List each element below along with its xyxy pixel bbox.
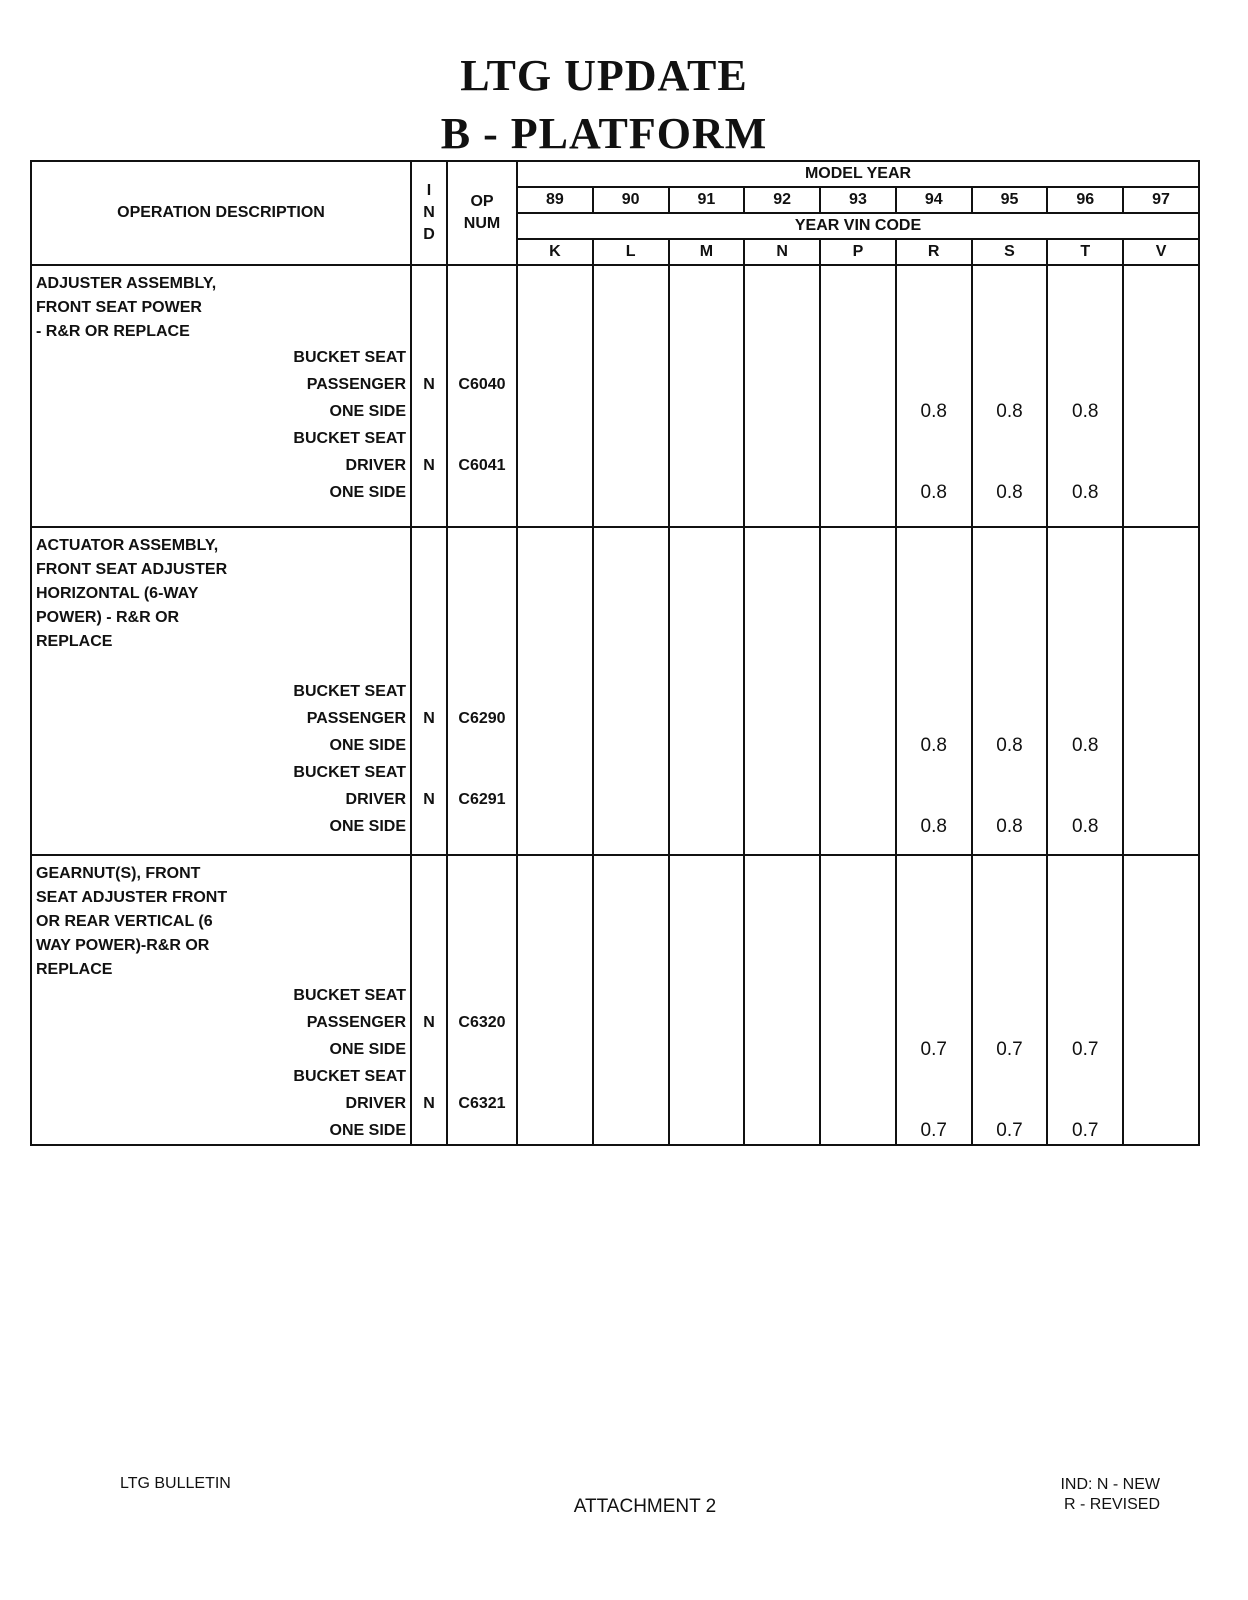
year-cell: 92 (744, 187, 820, 213)
item-line: BUCKET SEAT (293, 430, 406, 447)
vin-code-cell: T (1047, 239, 1123, 265)
item-line: PASSENGER (306, 376, 406, 393)
footer-attachment: ATTACHMENT 2 (573, 1496, 717, 1517)
footer-legend: IND: N - NEW R - REVISED (1060, 1476, 1160, 1513)
labor-time-value (594, 813, 668, 840)
labor-time-value: 0.8 (1072, 401, 1099, 422)
labor-time-value (670, 398, 744, 425)
section-heading (32, 856, 410, 982)
labor-time-cell (593, 855, 669, 1145)
labor-time-value (821, 732, 895, 759)
labor-time-cell (593, 527, 669, 855)
operation-description-cell (31, 265, 411, 527)
year-cell: 91 (669, 187, 745, 213)
heading-line: REPLACE (36, 633, 113, 650)
labor-time-value (1124, 479, 1198, 506)
year-cell: 97 (1123, 187, 1199, 213)
labor-time-value: 0.8 (1072, 482, 1099, 503)
labor-time-value (670, 813, 744, 840)
labor-time-value: 0.8 (1072, 735, 1099, 756)
labor-time-value (594, 732, 668, 759)
labor-time-cell (1047, 527, 1123, 855)
labor-time-value (518, 732, 592, 759)
labor-time-cell (669, 527, 745, 855)
labor-time-cell (744, 855, 820, 1145)
labor-time-cell (593, 265, 669, 527)
labor-time-value (670, 1036, 744, 1063)
labor-time-value: 0.8 (920, 401, 947, 422)
heading-line: - R&R OR REPLACE (36, 323, 190, 340)
op-num-value: C6290 (458, 710, 506, 727)
item-line: DRIVER (345, 1095, 406, 1112)
labor-time-value (1124, 732, 1198, 759)
operation-description-cell (31, 527, 411, 855)
labor-time-value: 0.8 (920, 735, 947, 756)
labor-time-value (518, 1117, 592, 1144)
op-num-value: C6041 (458, 457, 506, 474)
year-cell: 93 (820, 187, 896, 213)
year-cell: 96 (1047, 187, 1123, 213)
item-line: ONE SIDE (329, 1122, 406, 1139)
labor-time-value: 0.8 (996, 401, 1023, 422)
labor-time-value (670, 732, 744, 759)
labor-time-cell (896, 265, 972, 527)
ind-value: N (423, 710, 435, 727)
op-num-value: C6291 (458, 791, 506, 808)
labor-time-value (745, 398, 819, 425)
heading-line: WAY POWER)-R&R OR (36, 937, 210, 954)
vin-code-cell: S (972, 239, 1048, 265)
labor-time-value: 0.7 (996, 1039, 1023, 1060)
labor-time-cell (744, 265, 820, 527)
ind-value: N (423, 791, 435, 808)
labor-time-cell (1123, 527, 1199, 855)
section-heading (32, 528, 410, 654)
labor-time-value: 0.8 (996, 816, 1023, 837)
labor-time-cell (744, 527, 820, 855)
op-num-value: C6040 (458, 376, 506, 393)
labor-time-value (1124, 1036, 1198, 1063)
model-year-header: MODEL YEAR (517, 161, 1199, 187)
heading-line: SEAT ADJUSTER FRONT (36, 889, 228, 906)
labor-time-value (745, 1036, 819, 1063)
labor-time-cell (517, 527, 593, 855)
labor-time-value: 0.7 (1072, 1120, 1099, 1141)
op-num-cell (447, 855, 517, 1145)
ind-cell (411, 265, 447, 527)
heading-line: HORIZONTAL (6-WAY (36, 585, 199, 602)
vin-code-cell: P (820, 239, 896, 265)
item-line: PASSENGER (306, 1014, 406, 1031)
op-num-cell (447, 265, 517, 527)
item-line: DRIVER (345, 457, 406, 474)
labor-time-value: 0.7 (920, 1120, 947, 1141)
ind-header: I N D (411, 161, 447, 265)
labor-time-value (821, 1036, 895, 1063)
labor-time-value: 0.7 (996, 1120, 1023, 1141)
ind-cell (411, 855, 447, 1145)
item-line: ONE SIDE (329, 403, 406, 420)
heading-line: OR REAR VERTICAL (6 (36, 913, 213, 930)
labor-time-value (670, 1117, 744, 1144)
vin-code-cell: R (896, 239, 972, 265)
item-line: BUCKET SEAT (293, 764, 406, 781)
labor-time-value: 0.8 (920, 482, 947, 503)
labor-time-cell (1123, 855, 1199, 1145)
vin-code-cell: N (744, 239, 820, 265)
labor-time-cell (820, 265, 896, 527)
item-line: BUCKET SEAT (293, 1068, 406, 1085)
labor-time-value (594, 1036, 668, 1063)
footer-bulletin: LTG BULLETIN (120, 1475, 231, 1492)
item-line: BUCKET SEAT (293, 987, 406, 1004)
page-title: LTG UPDATE (460, 51, 748, 100)
labor-time-cell (972, 855, 1048, 1145)
year-cell: 89 (517, 187, 593, 213)
ind-value: N (423, 1095, 435, 1112)
table-body (31, 265, 1199, 1145)
op-num-header: OP NUM (447, 161, 517, 265)
vin-code-cell: K (517, 239, 593, 265)
labor-time-value (518, 398, 592, 425)
labor-time-value: 0.8 (1072, 816, 1099, 837)
labor-time-cell (820, 527, 896, 855)
labor-time-cell (972, 265, 1048, 527)
item-line: ONE SIDE (329, 484, 406, 501)
labor-time-value (821, 1117, 895, 1144)
labor-time-value: 0.8 (920, 816, 947, 837)
labor-time-value (670, 479, 744, 506)
item-line: PASSENGER (306, 710, 406, 727)
section-heading (32, 266, 410, 344)
vin-code-cell: M (669, 239, 745, 265)
ind-value: N (423, 376, 435, 393)
labor-time-cell (669, 265, 745, 527)
section-row (31, 527, 1199, 855)
page-subtitle: B - PLATFORM (440, 109, 768, 158)
heading-line: ADJUSTER ASSEMBLY, (36, 275, 217, 292)
labor-time-value: 0.7 (1072, 1039, 1099, 1060)
op-num-value: C6321 (458, 1095, 506, 1112)
labor-time-value (821, 398, 895, 425)
labor-time-cell (896, 855, 972, 1145)
heading-line: FRONT SEAT POWER (36, 299, 202, 316)
vin-code-cell: V (1123, 239, 1199, 265)
labor-time-value (821, 813, 895, 840)
item-line: ONE SIDE (329, 737, 406, 754)
labor-time-cell (1047, 265, 1123, 527)
item-line: ONE SIDE (329, 1041, 406, 1058)
year-vin-code-header: YEAR VIN CODE (517, 213, 1199, 239)
operation-description-header: OPERATION DESCRIPTION (31, 161, 411, 265)
ind-cell (411, 527, 447, 855)
labor-time-value (745, 813, 819, 840)
labor-time-value (594, 479, 668, 506)
labor-time-value (594, 398, 668, 425)
labor-time-value (518, 1036, 592, 1063)
labor-time-value (745, 479, 819, 506)
year-cell: 90 (593, 187, 669, 213)
item-line: BUCKET SEAT (293, 349, 406, 366)
section-row (31, 265, 1199, 527)
labor-time-cell (517, 855, 593, 1145)
heading-line: FRONT SEAT ADJUSTER (36, 561, 228, 578)
ind-value: N (423, 457, 435, 474)
labor-time-cell (820, 855, 896, 1145)
labor-time-value (745, 1117, 819, 1144)
op-num-cell (447, 527, 517, 855)
labor-time-cell (896, 527, 972, 855)
item-line: DRIVER (345, 791, 406, 808)
labor-time-value (1124, 398, 1198, 425)
section-row (31, 855, 1199, 1145)
item-line: ONE SIDE (329, 818, 406, 835)
labor-time-value (1124, 813, 1198, 840)
year-cell: 95 (972, 187, 1048, 213)
ind-value: N (423, 1014, 435, 1031)
heading-line: ACTUATOR ASSEMBLY, (36, 537, 219, 554)
labor-time-value: 0.7 (920, 1039, 947, 1060)
labor-time-value (518, 813, 592, 840)
heading-line: POWER) - R&R OR (36, 609, 180, 626)
vin-code-cell: L (593, 239, 669, 265)
operation-description-cell (31, 855, 411, 1145)
labor-time-cell (669, 855, 745, 1145)
labor-time-value: 0.8 (996, 482, 1023, 503)
labor-time-cell (1123, 265, 1199, 527)
labor-time-value (1124, 1117, 1198, 1144)
year-cell: 94 (896, 187, 972, 213)
labor-time-value (594, 1117, 668, 1144)
labor-time-cell (972, 527, 1048, 855)
op-num-value: C6320 (458, 1014, 506, 1031)
labor-time-value (518, 479, 592, 506)
labor-time-cell (517, 265, 593, 527)
labor-time-value (821, 479, 895, 506)
labor-time-value: 0.8 (996, 735, 1023, 756)
heading-line: GEARNUT(S), FRONT (36, 865, 201, 882)
heading-line: REPLACE (36, 961, 113, 978)
labor-time-value (745, 732, 819, 759)
item-line: BUCKET SEAT (293, 683, 406, 700)
labor-time-table (30, 160, 1200, 1146)
labor-time-cell (1047, 855, 1123, 1145)
